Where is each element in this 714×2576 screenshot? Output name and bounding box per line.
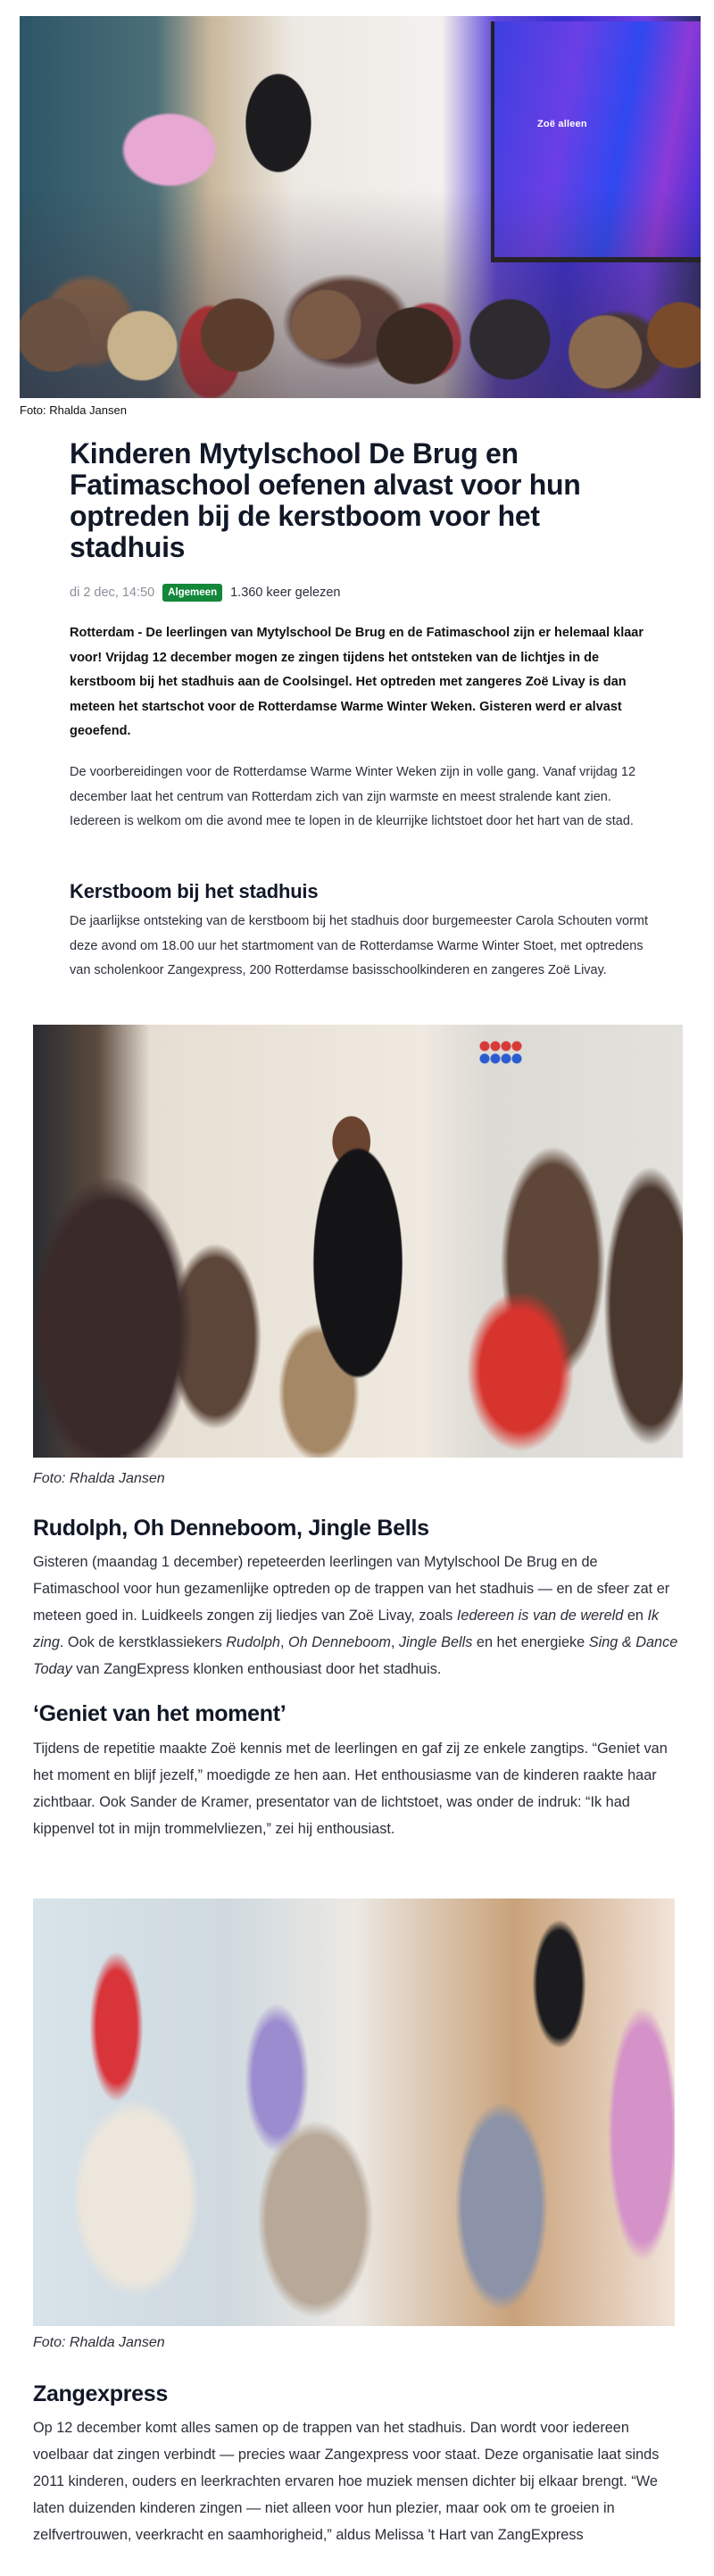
section-heading-geniet: ‘Geniet van het moment’ — [33, 1701, 286, 1726]
article-meta — [70, 583, 340, 602]
children-crowd — [20, 188, 701, 398]
article-image-singer — [33, 1025, 683, 1458]
section-heading-kerstboom: Kerstboom bij het stadhuis — [70, 880, 319, 902]
image-caption: Foto: Rhalda Jansen — [33, 2335, 165, 2350]
article-paragraph: De voorbereidingen voor de Rotterdamse Warme Winter Weken zijn in volle gang. Vanaf vrijdag 12 december laat het centrum van Rotterdam zich van zijn warmste en meest stralende kant zien. Iedereen is welkom om die avond mee te lopen in de kleurrijke lichtstoet door het hart van de stad. — [70, 765, 636, 828]
image-caption: Foto: Rhalda Jansen — [33, 1471, 165, 1486]
whiteboard-magnets — [479, 1041, 533, 1064]
article-lead: Rotterdam - De leerlingen van Mytylschool De Brug en de Fatimaschool zijn er helemaal klaar voor! Vrijdag 12 december mogen ze zingen tijdens het ontsteken van de lichtjes in de kerstboom bij het stadhuis aan de Coolsingel. Het optreden met zangeres Zoë Livay is dan meteen het startschot voor de Rotterdamse Warme Winter Weken. Gisteren werd er alvast geoefend. — [70, 626, 644, 738]
section-heading-rudolph: Rudolph, Oh Denneboom, Jingle Bells — [33, 1516, 429, 1541]
article-image-children — [33, 1899, 675, 2326]
hero-image — [20, 16, 701, 398]
song-title: Iedereen is van de wereld — [456, 1608, 624, 1624]
song-title: Rudolph — [226, 1634, 280, 1650]
article-paragraph: Gisteren (maandag 1 december) repeteerden leerlingen van Mytylschool De Brug en de Fatimaschool voor hun gezamenlijke optreden op de trappen van het stadhuis — en de sfeer zat er meteen goed in. Luidkeels zongen zij liedjes van Zoë Livay, zoals Iedereen is van de wereld en Ik zing. Ook de kerstklassiekers Rudolph, Oh Denneboom, Jingle Bells en het energieke Sing & Dance Today van ZangExpress klonken enthousiast door het stadhuis. — [33, 1554, 678, 1677]
article-paragraph: Op 12 december komt alles samen op de trappen van het stadhuis. Dan wordt voor iedereen voelbaar dat zingen verbindt — precies waar Zangexpress voor staat. Deze organisatie laat sinds 2011 kinderen, ouders en leerkrachten ervaren hoe muziek mensen dichter bij elkaar brengt. “We laten duizenden kinderen zingen — niet alleen voor hun plezier, maar ook om te groeien in zelfvertrouwen, veerkracht en saamhorigheid,” aldus Melissa 't Hart van ZangExpress — [33, 2420, 660, 2543]
read-count: 1.360 keer gelezen — [230, 586, 341, 600]
song-title: Oh Denneboom — [288, 1634, 391, 1650]
article-paragraph: Tijdens de repetitie maakte Zoë kennis met de leerlingen en gaf zij ze enkele zangtips. “Geniet van het moment en blijf jezelf,” moedigde ze hen aan. Het enthousiasme van de kinderen raakte haar zichtbaar. Ook Sander de Kramer, presentator van de lichtstoet, was onder de indruk: “Ik had kippenvel tot in mijn trommelvliezen,” zei hij enthousiast. — [33, 1741, 668, 1837]
article-title: Kinderen Mytylschool De Brug en Fatimaschool oefenen alvast voor hun optreden bij de kerstboom voor het stadhuis — [70, 437, 581, 563]
song-title: Jingle Bells — [399, 1634, 473, 1650]
song-title: Ik zing — [33, 1608, 660, 1650]
song-title: Sing & Dance Today — [33, 1634, 678, 1677]
category-badge[interactable]: Algemeen — [162, 584, 222, 602]
publish-date: di 2 dec, 14:50 — [70, 586, 155, 600]
article-paragraph: De jaarlijkse ontsteking van de kerstboom bij het stadhuis door burgemeester Carola Schouten vormt deze avond om 18.00 uur het startmoment van de Rotterdamse Warme Winter Stoet, met optredens van scholenkoor Zangexpress, 200 Rotterdamse basisschoolkinderen en zangeres Zoë Livay. — [70, 914, 649, 977]
section-heading-zangexpress: Zangexpress — [33, 2381, 168, 2406]
hero-image-caption: Foto: Rhalda Jansen — [20, 403, 127, 417]
screen-text: Zoë alleen — [537, 119, 587, 129]
